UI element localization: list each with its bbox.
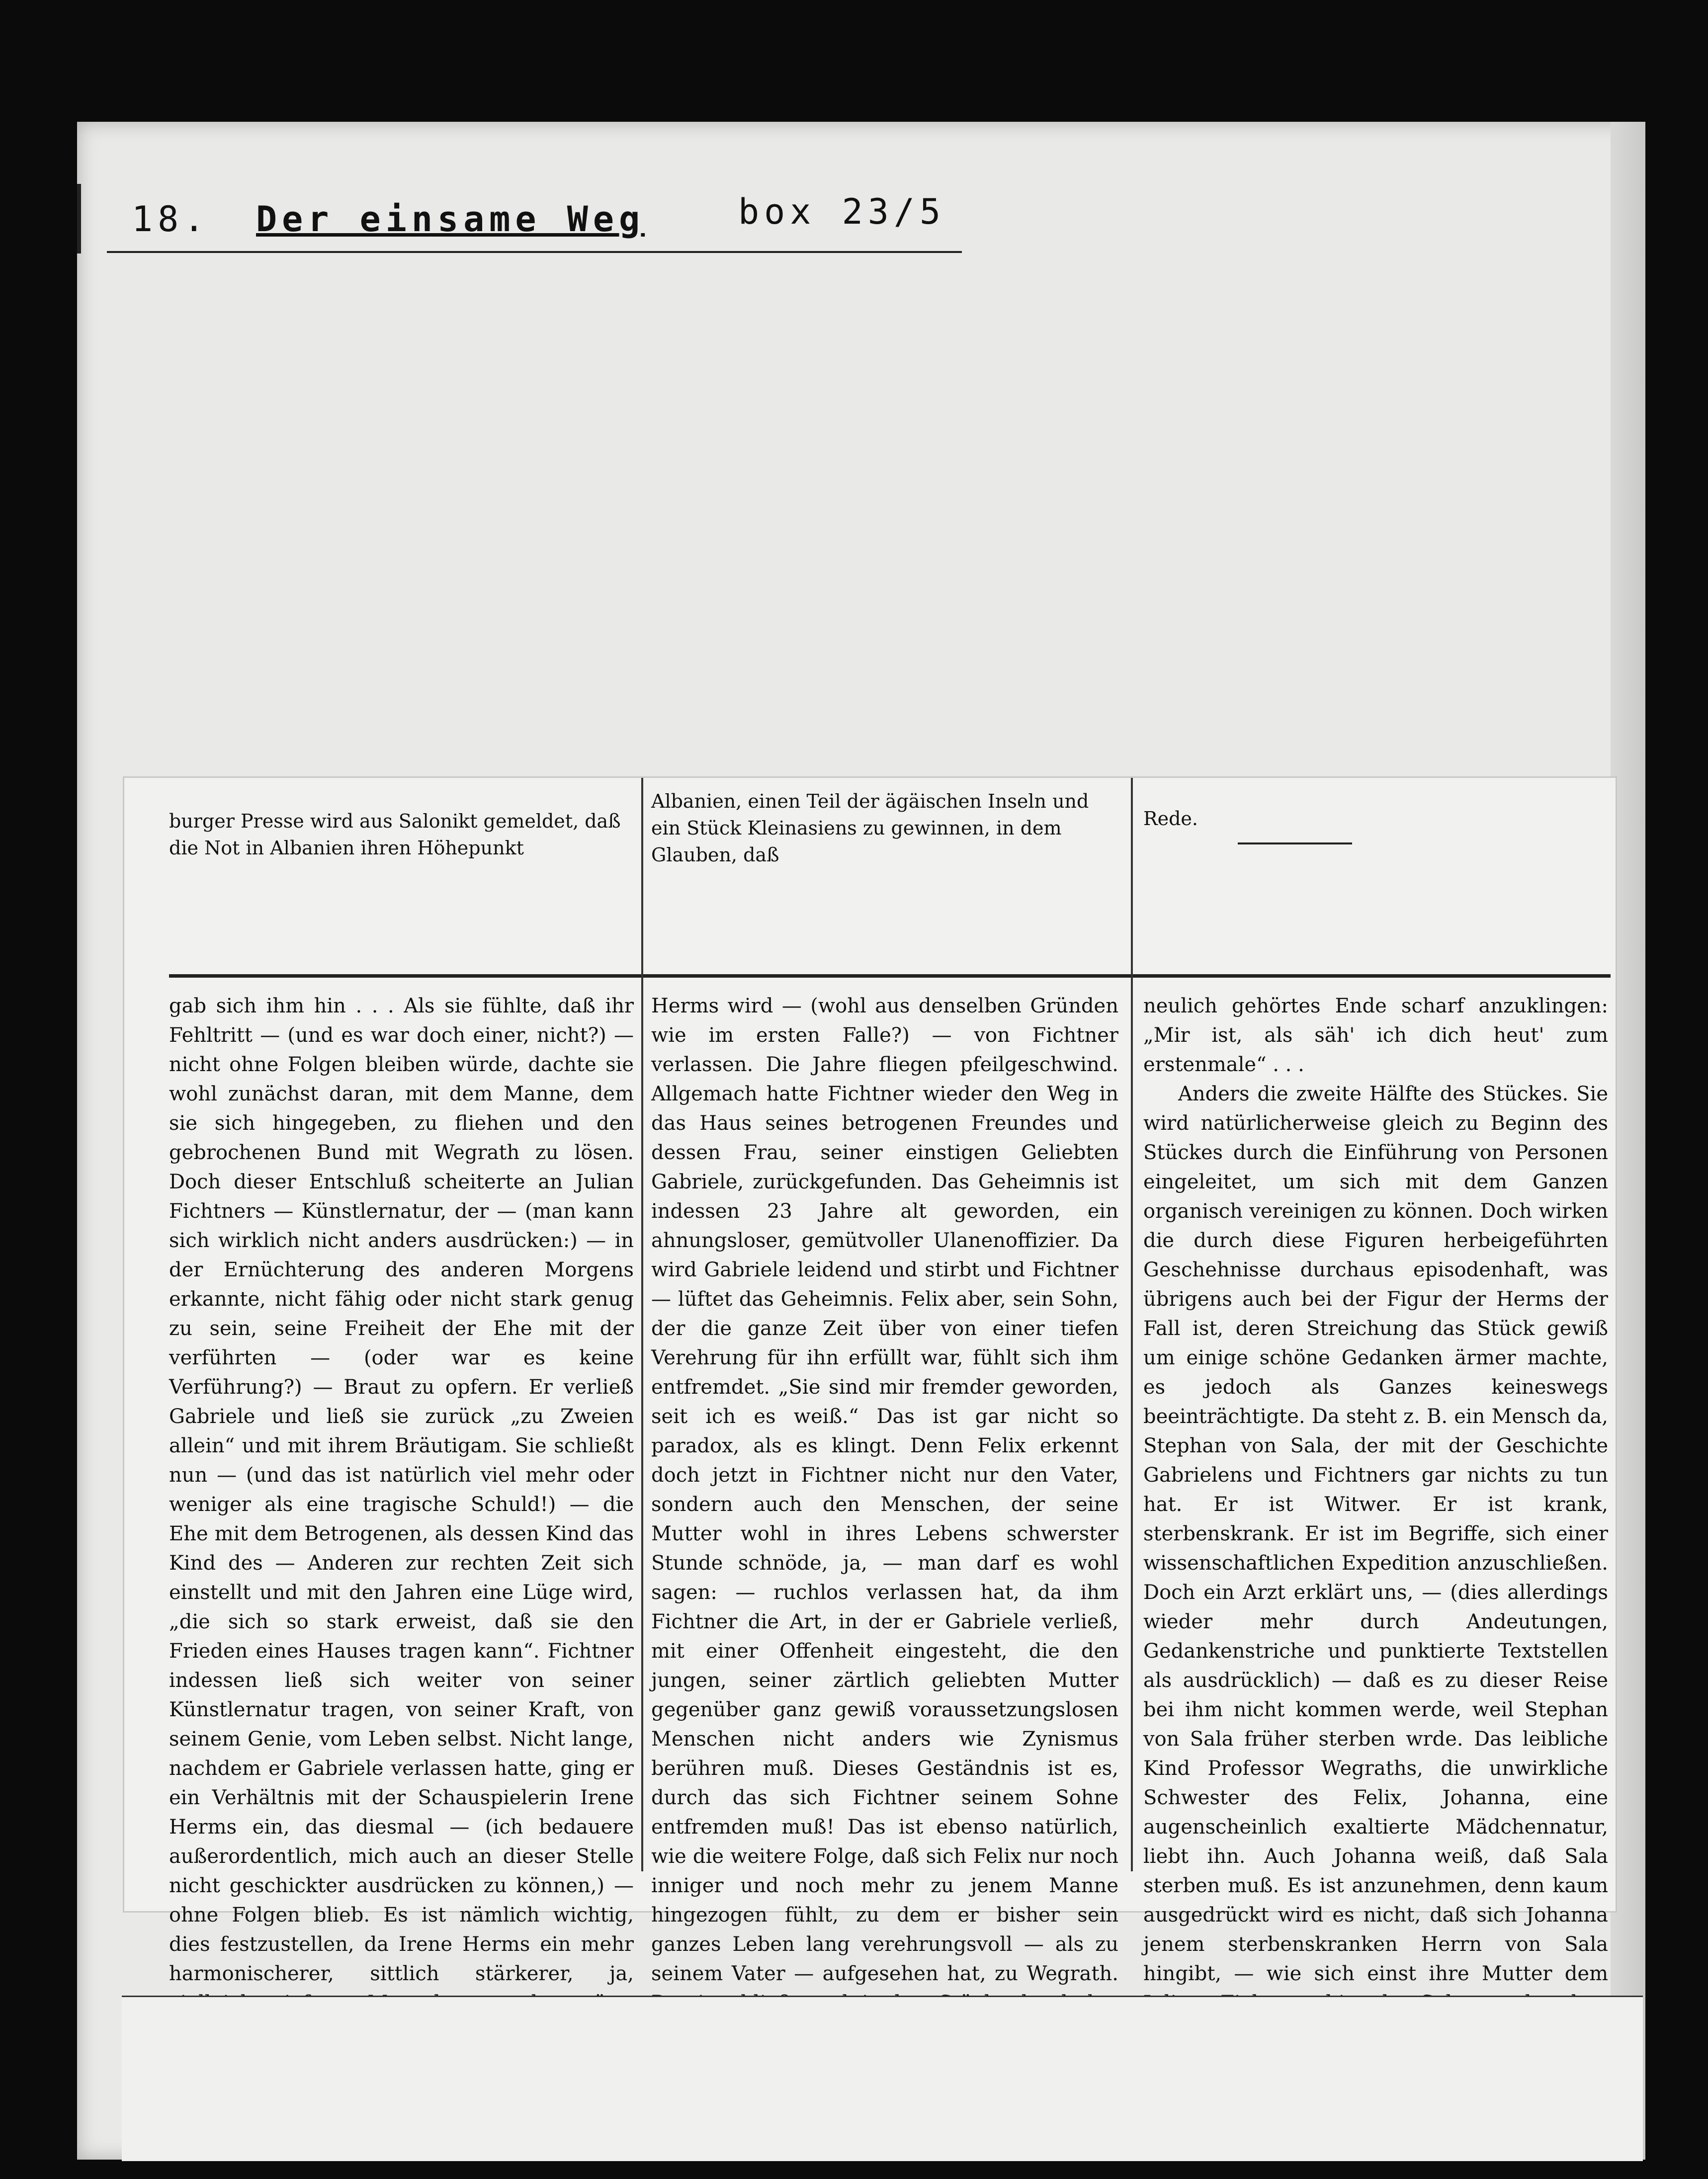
archive-header (107, 176, 962, 253)
folder-number: 18. (132, 199, 210, 240)
column-3-text-a: neulich gehörtes Ende scharf anzuklingen: „Mir ist, als säh' ich dich heut' zum erstenmale“ . . . (1143, 995, 1608, 1076)
header-bracket (77, 184, 81, 253)
section-divider (1238, 842, 1352, 844)
column-header-rule (169, 974, 1611, 978)
article-column-1 (169, 992, 634, 1985)
col2-top-fragment: Albanien, einen Teil der ägäischen Inseln und ein Stück Kleinasiens zu gewinnen, in dem Glauben, daß (651, 790, 1089, 866)
newspaper-clipping (124, 778, 1616, 1985)
column-3-text-b: Anders die zweite Hälfte des Stückes. Sie wird natürlicherweise gleich zu Beginn des Stückes durch die Einführung von Personen eingeleitet, um sich mit dem Ganzen organisch vereinigen zu können. Doch wirken die durch diese Figuren herbeigeführten Geschehnisse durchaus episodenhaft, was übrigens auch bei der Figur der Herms der Fall ist, deren Streichung das Stück gewiß um einige schöne Gedanken ärmer machte, es jedoch als Ganzes keineswegs beeinträchtigte. Da steht z. B. ein Mensch da, Stephan von Sala, der mit der Geschichte Gabrielens und Fichtners gar nichts zu tun hat. Er ist Witwer. Er ist krank, sterbenskrank. Er ist im Begriffe, sich einer wissenschaftlichen Expedition anzuschließen. Doch ein Arzt erklärt uns, — (dies allerdings wieder mehr durch Andeutungen, Gedankenstriche und punktierte Textstellen als ausdrücklich) — daß es zu dieser Reise bei ihm nicht kommen werde, weil Stephan von Sala früher sterben wrde. Das leibliche Kind Professor Wegraths, die unwirkliche Schwester des Felix, Johanna, eine augenscheinlich exaltierte Mädchennatur, liebt ihn. Auch Johanna weiß, daß Sala sterben muß. Es ist anzunehmen, denn kaum ausgedrückt wird es nicht, daß sich Johanna jenem sterbenskranken Herrn von Sala hingibt, — wie sich einst ihre Mutter dem (1143, 1083, 1608, 1985)
column-divider-1 (641, 778, 643, 1871)
article-column-3 (1143, 992, 1608, 1985)
archive-sheet (77, 122, 1645, 2160)
folder-title: Der einsame Weg (256, 199, 645, 240)
sheet-edge (1611, 122, 1645, 2160)
lower-paper-strip (122, 1996, 1643, 2161)
column-1-text: gab sich ihm hin . . . Als sie fühlte, daß ihr Fehltritt — (und es war doch einer, nicht?) — nicht ohne Folgen bleiben würde, dachte sie wohl zunächst daran, mit dem Manne, dem sie sich hingegeben, zu fliehen und den gebrochenen Bund mit Wegrath zu lösen. Doch dieser Entschluß scheiterte an Julian Fichtners — Künstlernatur, der — (man kann sich wirklich nicht anders ausdrücken:) — in der Ernüchterung des anderen Morgens erkannte, nicht fähig oder nicht stark genug zu sein, seine Freiheit der Ehe mit der verführten — (oder war es keine Verführung?) — Braut zu opfern. Er verließ Gabriele und ließ sie zurück „zu Zweien allein“ und mit ihrem Bräutigam. Sie schließt nun — (und das ist natürlich viel mehr oder weniger als eine tragische Schuld!) — die Ehe mit dem Betrogenen, als dessen Kind das Kind des — Anderen zur rechten Zeit sich einstellt und mit den Jahren eine Lüge wird, „die sich so stark erweist, daß sie den Frieden eines Hauses tragen kann“. Fichtner indessen ließ sich weiter von seiner Künstlernatur tragen, von seiner Kraft, von seinem Genie, vom Leben selbst. Nicht lange, nachdem er Gabriele verlassen hatte, ging er ein Verhältnis mit der Schauspielerin Irene Herms ein, das diesmal — (ich bedauere außerordentlich, mich auch an dieser Stelle nicht geschickter ausdrücken zu können,) — ohne Folgen blieb. Es ist nämlich wichtig, dies festzustellen, da Irene Herms ein mehr harmonischerer, sittlich stärkerer, ja, (169, 995, 634, 1985)
column-divider-2 (1131, 778, 1133, 1871)
col1-top-fragment: burger Presse wird aus Salonikt gemeldet, daß die Not in Albanien ihren Höhepunkt (169, 810, 621, 859)
box-label: box 23/5 (738, 191, 946, 232)
article-column-2 (651, 992, 1118, 1985)
col3-top-fragment: Rede. (1143, 808, 1198, 830)
column-2-text: Herms wird — (wohl aus denselben Gründen wie im ersten Falle?) — von Fichtner verlassen. Die Jahre fliegen pfeilgeschwind. Allgemach hatte Fichtner wieder den Weg in das Haus seines betrogenen Freundes und dessen Frau, seiner einstigen Geliebten Gabriele, zurückgefunden. Das Geheimnis ist indessen 23 Jahre alt geworden, ein ahnungsloser, gemütvoller Ulanenoffizier. Da wird Gabriele leidend und stirbt und Fichtner — lüftet das Geheimnis. Felix aber, sein Sohn, der die ganze Zeit über von einer tiefen Verehrung für ihn erfüllt war, fühlt sich ihm entfremdet. „Sie sind mir fremder geworden, seit ich es weiß.“ Das ist gar nicht so paradox, als es klingt. Denn Felix erkennt doch jetzt in Fichtner nicht nur den Vater, sondern auch den Menschen, der seine Mutter wohl in ihres Lebens schwerster Stunde schnöde, ja, — man darf es wohl sagen: — ruchlos verlassen hat, da ihm Fichtner die Art, in der er Gabriele verließ, mit einer Offenheit eingesteht, die den jungen, seiner zärtlich geliebten Mutter gegenüber ganz gewiß voraussetzungslosen Menschen nicht anders wie Zynismus berühren muß. Dieses Geständnis ist es, durch das sich Fichtner seinem Sohne entfremden muß! Das ist ebenso natürlich, wie die weitere Folge, daß sich Felix nur noch inniger und noch mehr zu jenem Manne hingezogen fühlt, zu dem er bisher sein ganzes Leben lang verehrungsvoll — als zu seinem Vater — aufgesehen hat, zu Wegrath. (651, 995, 1118, 1985)
